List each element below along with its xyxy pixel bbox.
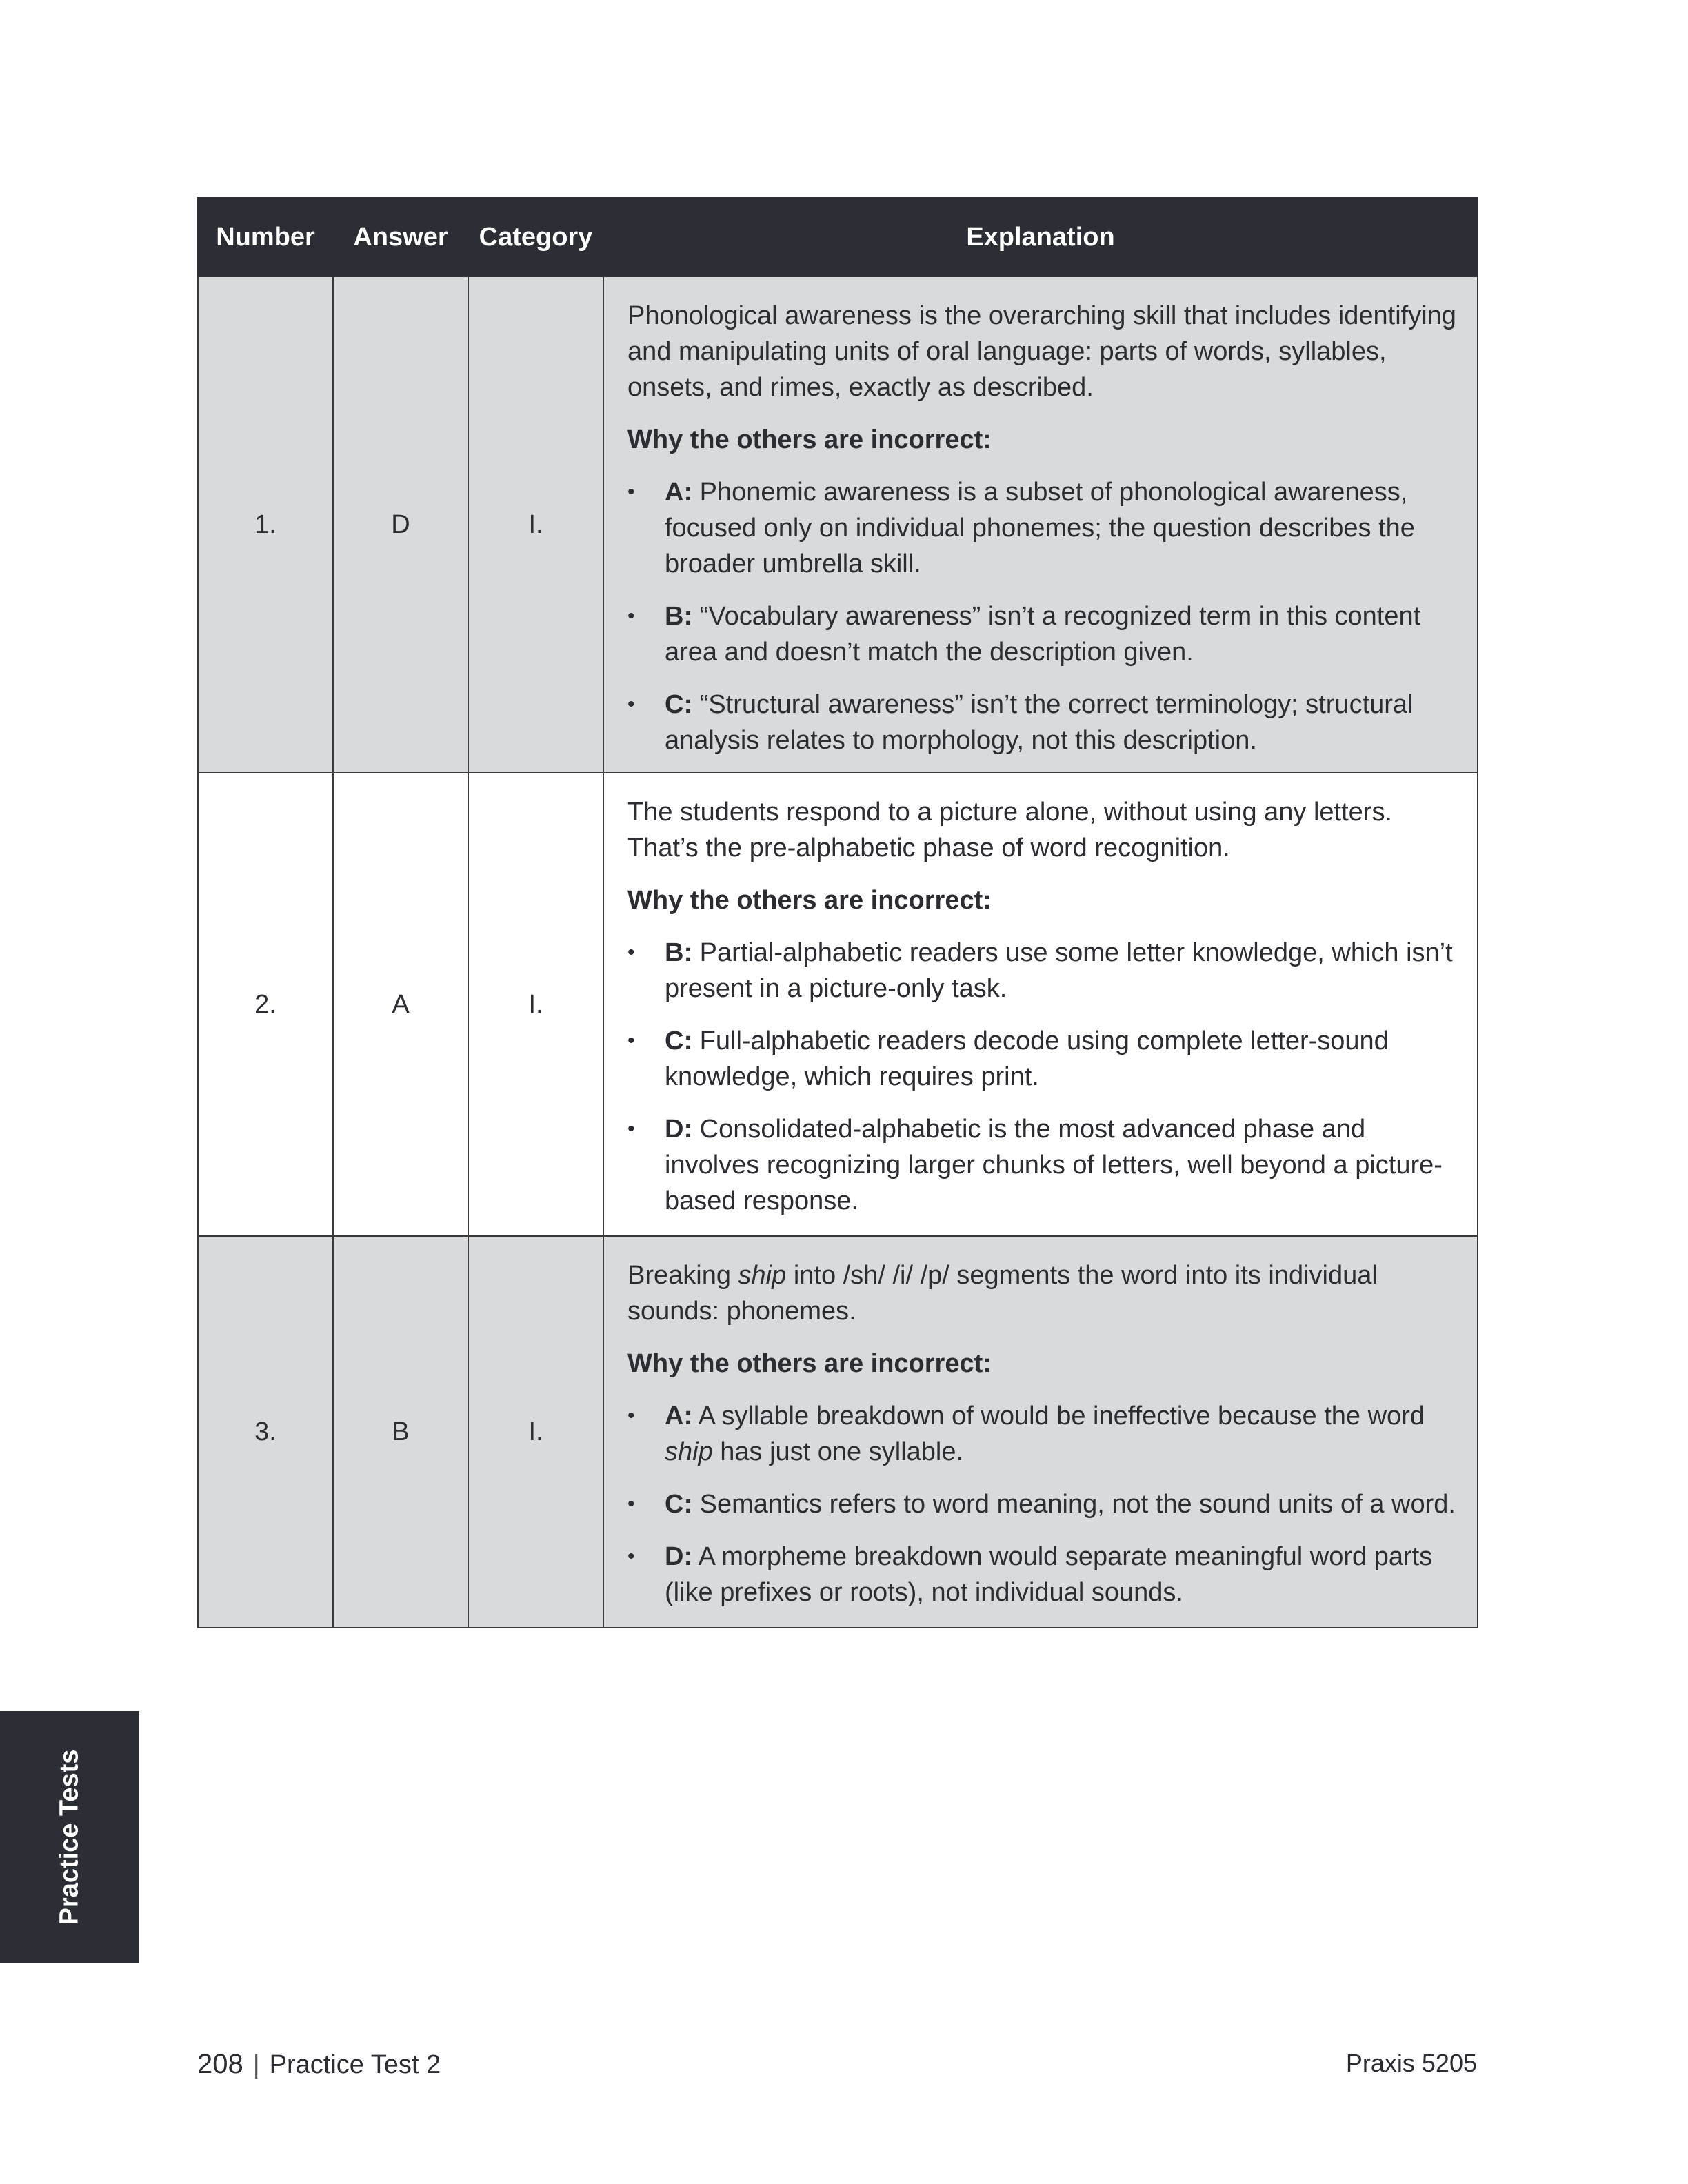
option-letter: A:: [665, 478, 693, 507]
intro-text: Breaking: [627, 1261, 738, 1290]
list-item: [627, 1111, 1456, 1219]
incorrect-options-list: [627, 474, 1456, 758]
footer-separator: |: [252, 2050, 260, 2079]
option-reason: A morpheme breakdown would separate meaningful word parts (like prefixes or roots), not individual sounds.: [665, 1542, 1433, 1607]
column-header-category: Category: [468, 198, 603, 276]
bullet-icon: •: [627, 941, 635, 964]
table-row: [198, 276, 1478, 773]
question-number-cell: 2.: [198, 773, 333, 1236]
option-letter: B:: [665, 602, 693, 631]
category-cell: I.: [468, 773, 603, 1236]
column-header-answer: Answer: [333, 198, 468, 276]
explanation-cell: [603, 773, 1478, 1236]
option-letter: C:: [665, 690, 693, 719]
explanation-cell: [603, 1236, 1478, 1628]
option-reason: “Structural awareness” isn’t the correct terminology; structural analysis relates to morphology, not this description.: [665, 690, 1414, 755]
list-item: [627, 474, 1456, 582]
bullet-icon: •: [627, 1404, 635, 1427]
option-reason: A syllable breakdown of would be ineffective because the word: [698, 1402, 1425, 1430]
list-item: [627, 1539, 1456, 1610]
option-letter: D:: [665, 1542, 693, 1571]
option-reason: Consolidated-alphabetic is the most advanced phase and involves recognizing larger chunks of letters, well beyond a picture-based response.: [665, 1115, 1443, 1215]
explanation-intro: The students respond to a picture alone, without using any letters. That’s the pre-alphabetic phase of word recognition.: [627, 798, 1392, 862]
explanation-intro: [627, 1257, 1456, 1329]
option-letter: D:: [665, 1115, 693, 1144]
option-reason: Partial-alphabetic readers use some letter knowledge, which isn’t present in a picture-only task.: [665, 938, 1453, 1003]
explanation-cell: [603, 276, 1478, 773]
list-item: [627, 1023, 1456, 1095]
answer-cell: D: [333, 276, 468, 773]
footer-section-title: Practice Test 2: [269, 2050, 441, 2079]
list-item: [627, 687, 1456, 758]
intro-text: into /sh/ /i/ /p/ segments the word into its individual sounds: phonemes.: [627, 1261, 1378, 1326]
bullet-icon: •: [627, 1493, 635, 1515]
category-cell: I.: [468, 276, 603, 773]
question-number-cell: 3.: [198, 1236, 333, 1628]
list-item: [627, 1486, 1456, 1522]
option-reason: “Vocabulary awareness” isn’t a recognized term in this content area and doesn’t match the description given.: [665, 602, 1421, 667]
bullet-icon: •: [627, 1545, 635, 1568]
bullet-icon: •: [627, 481, 635, 503]
option-reason: Phonemic awareness is a subset of phonological awareness, focused only on individual phonemes; the question describes the broader umbrella skill.: [665, 478, 1415, 578]
answer-cell: B: [333, 1236, 468, 1628]
section-side-tab: [0, 1711, 139, 1963]
list-item: [627, 935, 1456, 1007]
bullet-icon: •: [627, 605, 635, 627]
option-reason: Full-alphabetic readers decode using complete letter-sound knowledge, which requires print.: [665, 1027, 1389, 1091]
why-incorrect-heading: Why the others are incorrect:: [627, 1349, 992, 1378]
question-number-cell: 1.: [198, 276, 333, 773]
side-tab-label: Practice Tests: [54, 1749, 84, 1925]
footer-book-title: Praxis 5205: [1345, 2049, 1477, 2077]
bullet-icon: •: [627, 1118, 635, 1140]
answer-explanation-table: [197, 197, 1478, 1628]
option-reason-emphasis: ship: [665, 1437, 713, 1466]
intro-word-emphasis: ship: [738, 1261, 787, 1290]
option-letter: A:: [665, 1402, 693, 1430]
option-letter: C:: [665, 1490, 693, 1519]
column-header-number: Number: [198, 198, 333, 276]
option-reason: Semantics refers to word meaning, not the sound units of a word.: [699, 1490, 1456, 1519]
category-cell: I.: [468, 1236, 603, 1628]
list-item: [627, 598, 1456, 670]
incorrect-options-list: [627, 1398, 1456, 1610]
incorrect-options-list: [627, 935, 1456, 1219]
table-row: [198, 773, 1478, 1236]
page-footer-left: [197, 2049, 441, 2080]
bullet-icon: •: [627, 1029, 635, 1052]
explanation-intro: Phonological awareness is the overarching skill that includes identifying and manipulating units of oral language: parts of words, syllables, onsets, and rimes, exactly as described.: [627, 301, 1456, 402]
answer-cell: A: [333, 773, 468, 1236]
why-incorrect-heading: Why the others are incorrect:: [627, 886, 992, 915]
list-item: [627, 1398, 1456, 1470]
option-reason: has just one syllable.: [712, 1437, 964, 1466]
column-header-explanation: Explanation: [603, 198, 1478, 276]
page-number: 208: [197, 2049, 243, 2079]
table-header-row: [198, 198, 1478, 276]
option-letter: C:: [665, 1027, 693, 1055]
why-incorrect-heading: Why the others are incorrect:: [627, 425, 992, 454]
option-letter: B:: [665, 938, 693, 967]
bullet-icon: •: [627, 693, 635, 716]
table-row: [198, 1236, 1478, 1628]
